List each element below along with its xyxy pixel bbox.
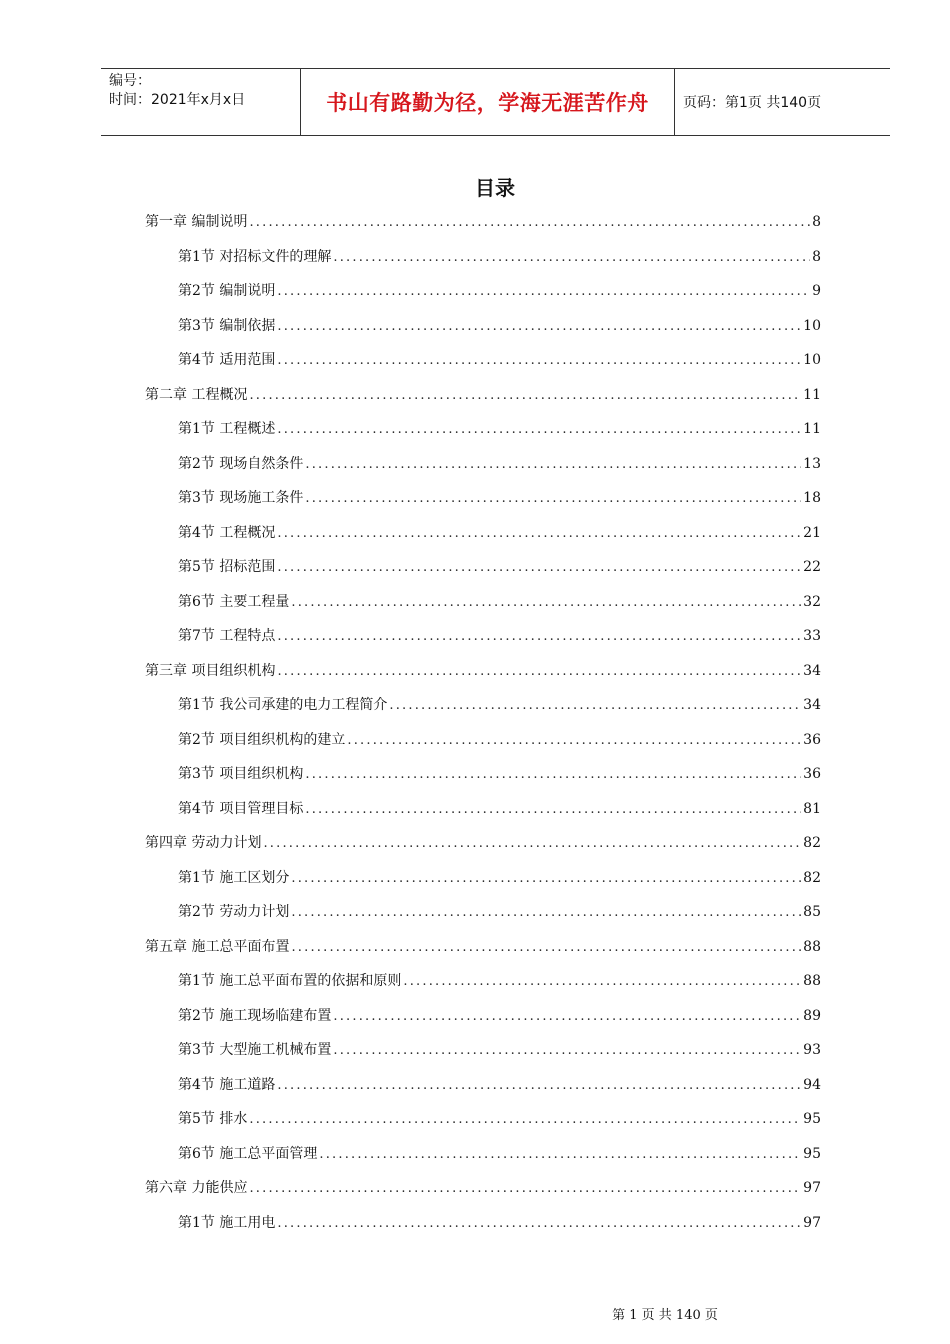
header-slogan: 书山有路勤为径，学海无涯苦作舟 — [301, 69, 675, 135]
toc-entry-page: 97 — [803, 1214, 821, 1231]
toc-entry-text: 第三章 项目组织机构 — [145, 662, 276, 679]
toc-entry-page: 82 — [803, 869, 821, 886]
toc-chapter-entry[interactable] — [145, 654, 821, 689]
toc-section-entry[interactable] — [145, 550, 821, 585]
toc-entry-text: 第二章 工程概况 — [145, 386, 248, 403]
toc-entry-text: 第4节 工程概况 — [178, 524, 276, 541]
toc-dot-leader — [277, 344, 801, 379]
toc-entry-text: 第4节 施工道路 — [178, 1076, 276, 1093]
toc-section-entry[interactable] — [145, 792, 821, 827]
toc-dot-leader — [291, 896, 801, 931]
toc-entry-text: 第五章 施工总平面布置 — [145, 938, 290, 955]
toc-entry-text: 第3节 现场施工条件 — [178, 490, 304, 506]
toc-dot-leader — [305, 793, 801, 828]
document-number-label: 编号： — [109, 73, 151, 89]
toc-entry-text: 第4节 项目管理目标 — [178, 800, 304, 817]
toc-dot-leader — [277, 517, 801, 552]
toc-entry-page: 34 — [803, 662, 821, 679]
toc-entry-page: 11 — [803, 386, 821, 403]
toc-dot-leader — [249, 1103, 801, 1138]
toc-entry-page: 9 — [812, 283, 821, 299]
toc-entry-text: 第4节 适用范围 — [178, 352, 276, 368]
toc-entry-text: 第1节 工程概述 — [178, 421, 276, 437]
toc-entry-page: 8 — [812, 214, 821, 230]
table-of-contents — [145, 205, 821, 1240]
toc-section-entry[interactable] — [145, 274, 821, 309]
toc-section-entry[interactable] — [145, 412, 821, 447]
toc-dot-leader — [277, 1207, 801, 1242]
toc-entry-page: 95 — [803, 1111, 821, 1127]
toc-entry-page: 36 — [803, 766, 821, 782]
toc-entry-page: 8 — [812, 248, 821, 265]
toc-dot-leader — [277, 275, 810, 310]
toc-chapter-entry[interactable] — [145, 378, 821, 413]
toc-entry-text: 第2节 现场自然条件 — [178, 455, 304, 472]
toc-dot-leader — [291, 862, 801, 897]
toc-dot-leader — [249, 1172, 801, 1207]
toc-entry-page: 89 — [803, 1007, 821, 1024]
toc-dot-leader — [277, 551, 801, 586]
toc-entry-page: 94 — [803, 1076, 821, 1093]
toc-section-entry[interactable] — [145, 861, 821, 896]
toc-entry-text: 第1节 施工区划分 — [178, 869, 290, 886]
toc-entry-text: 第1节 对招标文件的理解 — [178, 248, 332, 265]
toc-dot-leader — [347, 724, 801, 759]
toc-entry-page: 88 — [803, 973, 821, 989]
toc-entry-page: 88 — [803, 938, 821, 955]
toc-entry-text: 第2节 编制说明 — [178, 283, 276, 299]
toc-dot-leader — [277, 1069, 801, 1104]
toc-dot-leader — [333, 241, 810, 276]
toc-entry-text: 第3节 项目组织机构 — [178, 766, 304, 782]
toc-dot-leader — [389, 689, 801, 724]
toc-entry-text: 第1节 施工用电 — [178, 1214, 276, 1231]
toc-dot-leader — [305, 448, 801, 483]
page-footer: 第 1 页 共 140 页 — [612, 1308, 718, 1323]
toc-section-entry[interactable] — [145, 1137, 821, 1172]
toc-entry-text: 第1节 我公司承建的电力工程简介 — [178, 697, 388, 713]
toc-entry-page: 85 — [803, 904, 821, 920]
toc-section-entry[interactable] — [145, 1206, 821, 1241]
toc-dot-leader — [319, 1138, 801, 1173]
toc-dot-leader — [403, 965, 801, 1000]
toc-chapter-entry[interactable] — [145, 1171, 821, 1206]
toc-entry-text: 第6节 主要工程量 — [178, 593, 290, 610]
toc-dot-leader — [277, 620, 801, 655]
toc-entry-text: 第5节 排水 — [178, 1111, 248, 1127]
toc-chapter-entry[interactable] — [145, 826, 821, 861]
toc-entry-page: 36 — [803, 731, 821, 748]
toc-section-entry[interactable] — [145, 1068, 821, 1103]
toc-entry-page: 22 — [803, 559, 821, 575]
toc-dot-leader — [333, 1034, 801, 1069]
toc-entry-text: 第3节 编制依据 — [178, 317, 276, 334]
toc-section-entry[interactable] — [145, 309, 821, 344]
toc-title: 目录 — [475, 176, 515, 200]
toc-dot-leader — [277, 413, 801, 448]
toc-section-entry[interactable] — [145, 964, 821, 999]
toc-entry-text: 第2节 劳动力计划 — [178, 904, 290, 920]
toc-entry-page: 97 — [803, 1180, 821, 1196]
toc-entry-page: 82 — [803, 835, 821, 851]
toc-section-entry[interactable] — [145, 516, 821, 551]
toc-section-entry[interactable] — [145, 895, 821, 930]
document-time-label: 时间：2021年x月x日 — [109, 92, 246, 108]
toc-entry-page: 34 — [803, 697, 821, 713]
toc-entry-text: 第一章 编制说明 — [145, 214, 248, 230]
toc-section-entry[interactable] — [145, 688, 821, 723]
toc-dot-leader — [277, 310, 801, 345]
toc-section-entry[interactable] — [145, 999, 821, 1034]
toc-entry-text: 第6节 施工总平面管理 — [178, 1145, 318, 1162]
toc-entry-text: 第3节 大型施工机械布置 — [178, 1042, 332, 1058]
toc-dot-leader — [291, 931, 801, 966]
toc-entry-page: 81 — [803, 800, 821, 817]
toc-entry-page: 93 — [803, 1042, 821, 1058]
toc-section-entry[interactable] — [145, 619, 821, 654]
toc-section-entry[interactable] — [145, 1033, 821, 1068]
toc-entry-text: 第2节 项目组织机构的建立 — [178, 731, 346, 748]
toc-dot-leader — [277, 655, 801, 690]
toc-entry-page: 32 — [803, 593, 821, 610]
header-page-label: 页码：第1页 共140页 — [683, 95, 822, 111]
toc-entry-page: 10 — [803, 317, 821, 334]
toc-section-entry[interactable] — [145, 757, 821, 792]
toc-entry-text: 第四章 劳动力计划 — [145, 835, 262, 851]
toc-section-entry[interactable] — [145, 240, 821, 275]
toc-dot-leader — [305, 482, 801, 517]
toc-entry-text: 第2节 施工现场临建布置 — [178, 1007, 332, 1024]
toc-section-entry[interactable] — [145, 1102, 821, 1137]
toc-dot-leader — [249, 206, 810, 241]
toc-entry-page: 18 — [803, 490, 821, 506]
toc-section-entry[interactable] — [145, 723, 821, 758]
toc-entry-text: 第5节 招标范围 — [178, 559, 276, 575]
toc-entry-page: 33 — [803, 628, 821, 644]
toc-entry-page: 13 — [803, 455, 821, 472]
toc-section-entry[interactable] — [145, 447, 821, 482]
toc-section-entry[interactable] — [145, 481, 821, 516]
toc-entry-text: 第1节 施工总平面布置的依据和原则 — [178, 973, 402, 989]
toc-entry-page: 21 — [803, 524, 821, 541]
page-header — [101, 68, 890, 136]
toc-entry-page: 11 — [803, 421, 821, 437]
toc-chapter-entry[interactable] — [145, 930, 821, 965]
toc-dot-leader — [291, 586, 801, 621]
toc-section-entry[interactable] — [145, 343, 821, 378]
header-meta — [101, 69, 301, 135]
toc-dot-leader — [333, 1000, 801, 1035]
toc-entry-text: 第7节 工程特点 — [178, 628, 276, 644]
toc-section-entry[interactable] — [145, 585, 821, 620]
toc-entry-page: 95 — [803, 1145, 821, 1162]
toc-chapter-entry[interactable] — [145, 205, 821, 240]
toc-dot-leader — [305, 758, 801, 793]
toc-entry-page: 10 — [803, 352, 821, 368]
toc-dot-leader — [249, 379, 801, 414]
toc-dot-leader — [263, 827, 801, 862]
toc-entry-text: 第六章 力能供应 — [145, 1180, 248, 1196]
